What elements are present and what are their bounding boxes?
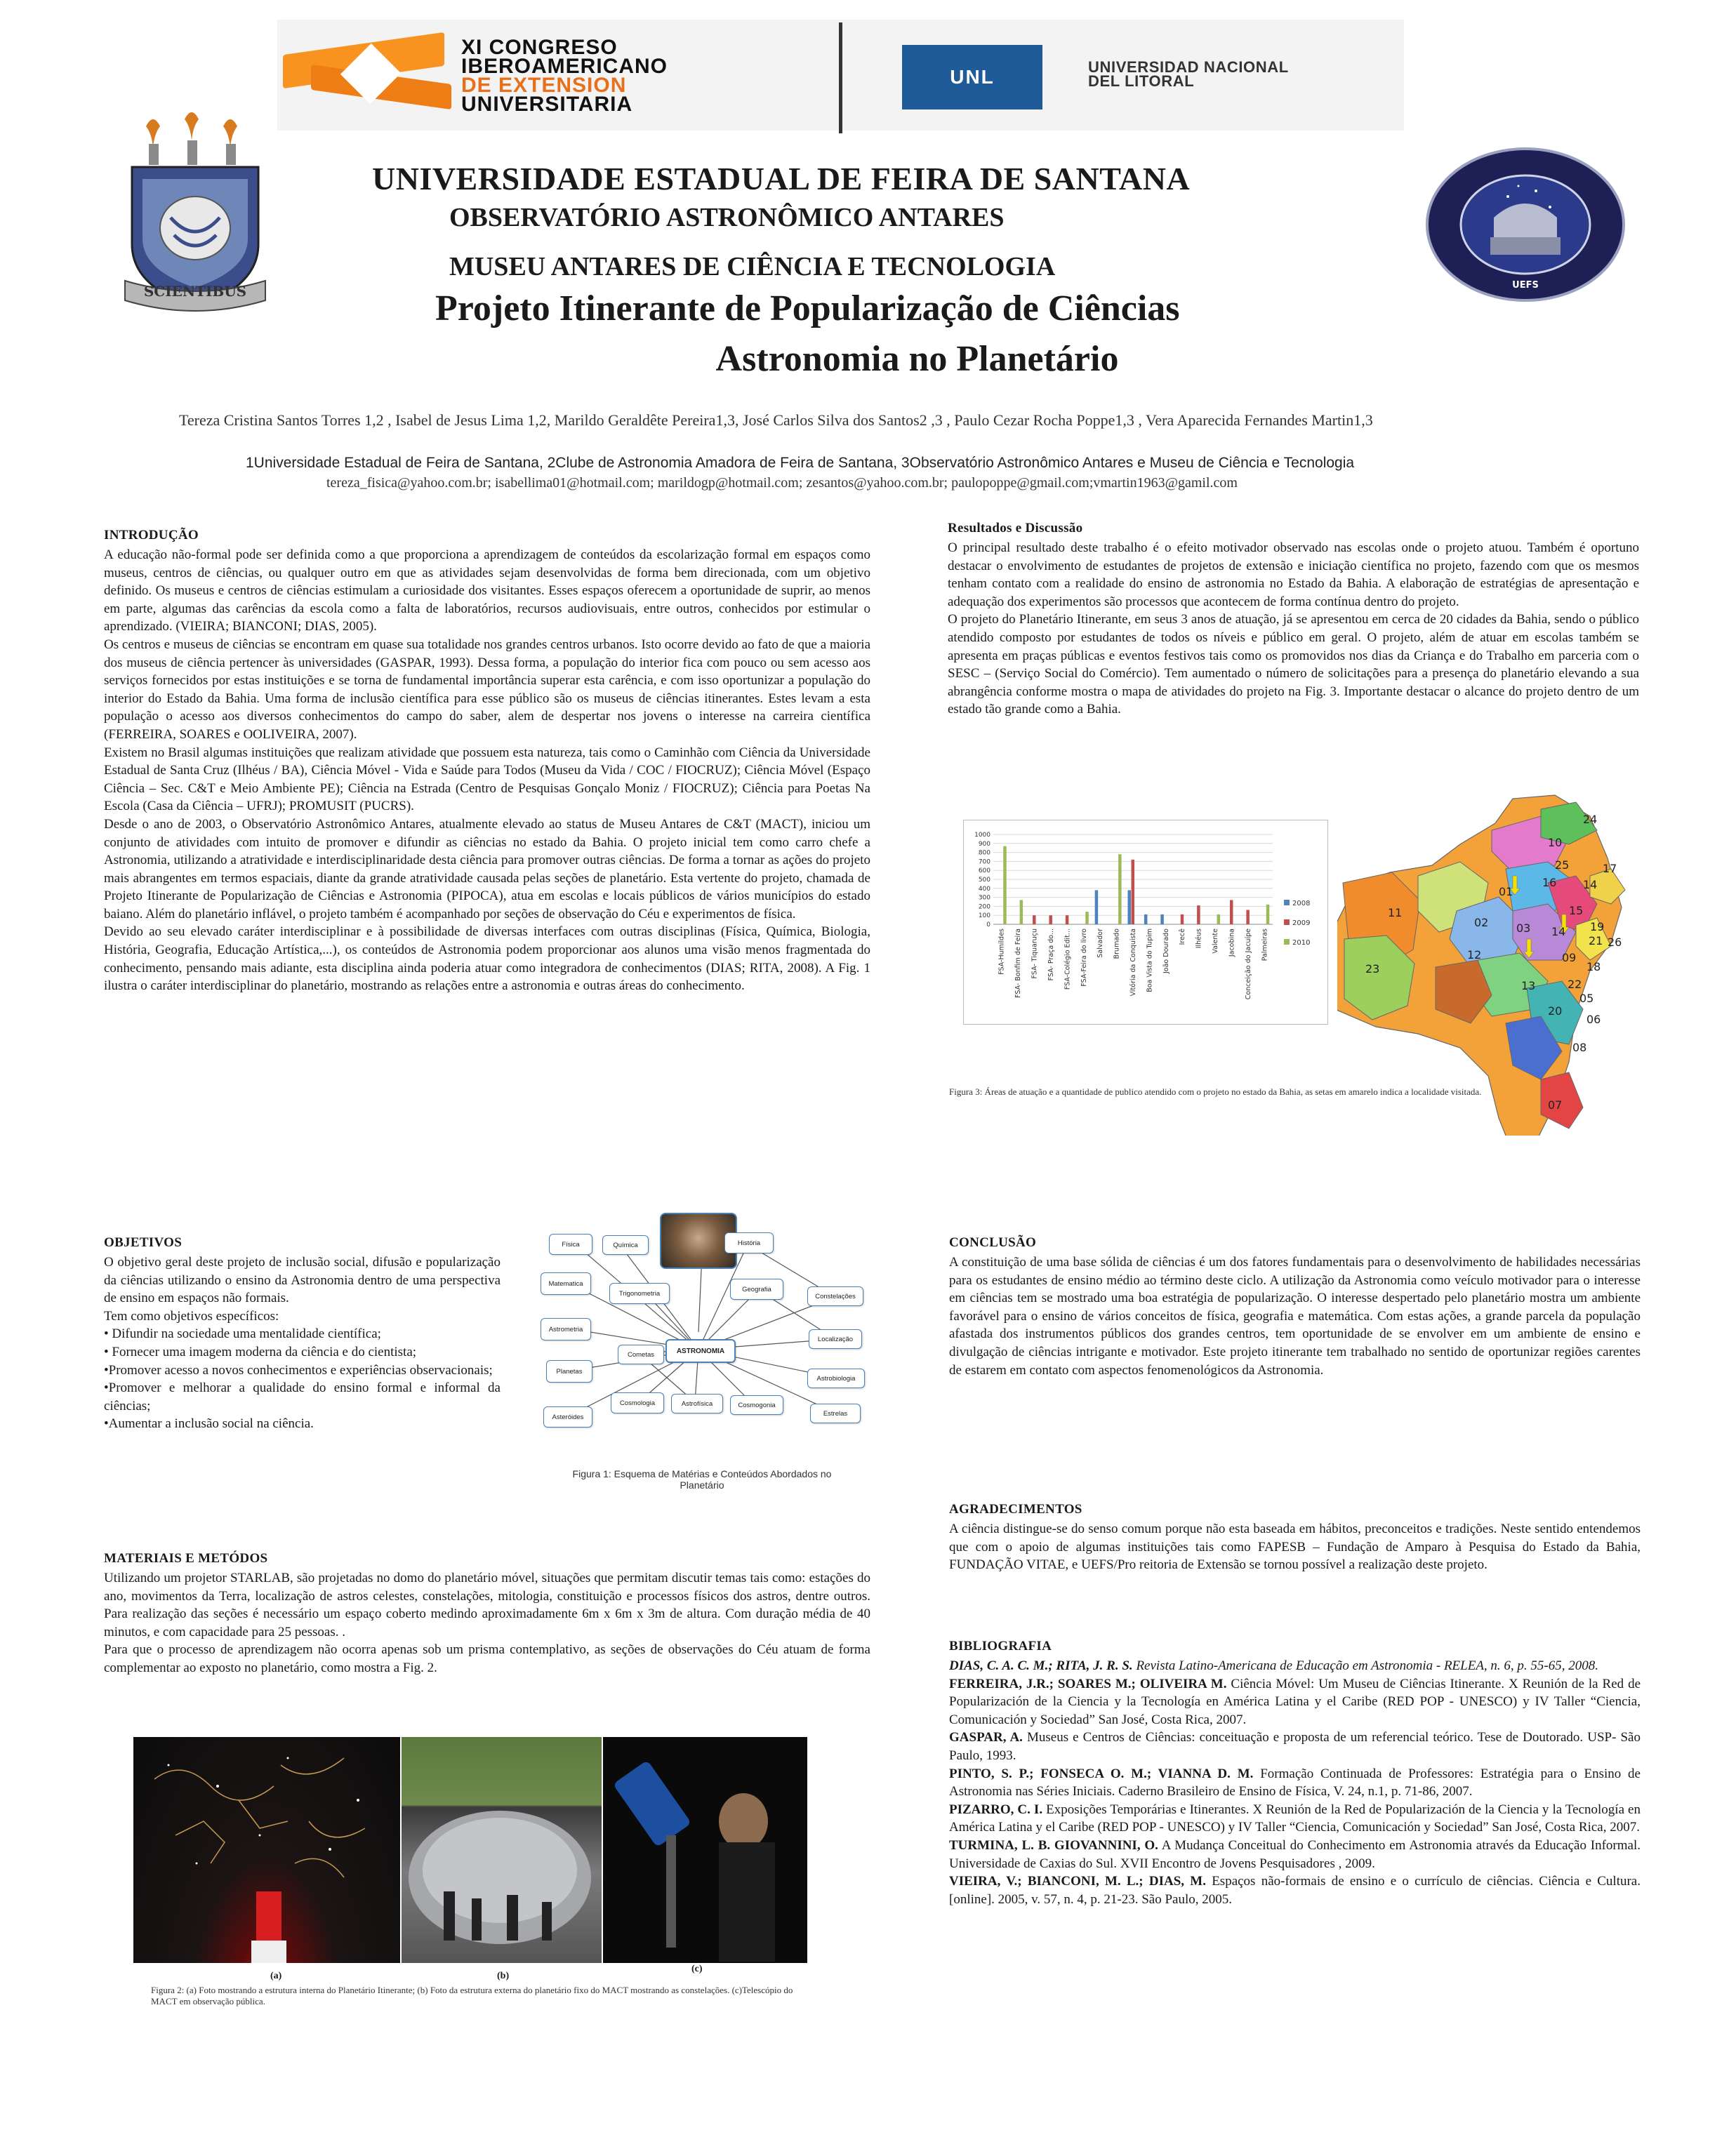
affiliation-list: 1Universidade Estadual de Feira de Santana, 2Clube de Astronomia Amadora de Feira de Santana, 3Observatório Astronômico Antares e Museu de Ciência e Tecnologia: [246, 455, 1355, 471]
bib-authors: PIZARRO, C. I.: [949, 1802, 1043, 1817]
concept-node-cometas: Cometas: [618, 1345, 664, 1364]
intro-paragraph: Desde o ano de 2003, o Observatório Astronômico Antares, atualmente elevado ao status de Museu Antares de C&T (MACT), iniciou um conjunto de atividades com intuito de promover e difundir as ciências no estado da Bahia. O projeto inicial tem como carro chefe a Astronomia, utilizando a atratividade e interdisciplinaridade desta ciência para promover outras ciências. De forma a tornar as ações do projeto mais abrangentes em termos espaciais, diante da grande atratividade causada pelas seções de planetário. Esta vertente do projeto, chamada de Projeto Itinerante de Popularização de Ciências e Astronomia (PIPOCA), atua em escolas e locais públicos de vários municípios do estado baiano. Além do planetário inflável, o projeto também é acompanhado por seções de observação do Céu e experimentos de física.: [104, 816, 870, 921]
map-label: 17: [1603, 862, 1617, 875]
email-list: tereza_fisica@yahoo.com.br; isabellima01@hotmail.com; marildogp@hotmail.com; zesantos@yahoo.com.br; paulopoppe@gmail.com;vmartin1963@gamil.com: [326, 475, 1238, 491]
concept-node-asteroides: Asteróides: [543, 1406, 592, 1428]
objective-item: • Difundir na sociedade uma mentalidade científica;: [104, 1326, 381, 1342]
congress-logo-mark: [283, 39, 458, 113]
concept-node-constelacoes: Constelações: [807, 1286, 863, 1306]
unl-name-line-1: UNIVERSIDAD NACIONAL: [1088, 58, 1289, 76]
chart-x-tick-label: FSA-Colégio Edit...: [1064, 929, 1072, 990]
photo-telescope-observation: [603, 1737, 807, 1963]
bibliography-entry: [949, 1801, 1641, 1837]
congress-banner: [277, 20, 1404, 131]
chart-y-tick-label: 200: [978, 903, 990, 911]
project-subtitle: Astronomia no Planetário: [715, 339, 1119, 379]
figure-3-caption: Figura 3: Áreas de atuação e a quantidade de publico atendido com o projeto no estado da Bahia, as setas em amarelo indica a localidade visitada.: [949, 1086, 1482, 1097]
chart-bar: [1144, 914, 1148, 924]
bahia-map: [1337, 792, 1632, 1136]
chart-y-tick-label: 400: [978, 885, 990, 893]
map-label: 16: [1542, 876, 1557, 889]
introduction-section: [104, 528, 870, 995]
chart-legend-swatch: [1284, 919, 1290, 925]
author-list: Tereza Cristina Santos Torres 1,2 , Isabel de Jesus Lima 1,2, Marildo Geraldête Pereira1,3, José Carlos Silva dos Santos2 ,3 , Paulo Cezar Rocha Poppe1,3 , Vera Aparecida Fernandes Martin1,3: [179, 411, 1373, 429]
materials-title: MATERIAIS E METÓDOS: [104, 1551, 268, 1566]
acknowledgements-section: [949, 1502, 1641, 1574]
chart-y-tick-label: 500: [978, 877, 990, 884]
observatory-title: OBSERVATÓRIO ASTRONÔMICO ANTARES: [449, 203, 1005, 232]
congress-line-4: UNIVERSITARIA: [461, 93, 633, 116]
introduction-title: INTRODUÇÃO: [104, 528, 199, 543]
observatory-seal-logo: [1424, 147, 1627, 302]
map-label: 10: [1548, 836, 1563, 849]
map-label: 02: [1474, 916, 1489, 929]
map-label: 14: [1583, 878, 1598, 891]
map-label: 13: [1521, 979, 1536, 992]
map-label: 25: [1555, 858, 1570, 872]
chart-legend-label: 2010: [1292, 939, 1311, 947]
chart-x-tick-label: Boa Vista do Tupim: [1146, 929, 1154, 992]
materials-paragraph: Para que o processo de aprendizagem não ocorra apenas sob um prisma contemplativo, as seções de observações do Céu atuam de forma complementar ao exposto no planetário, como mostra a Fig. 2.: [104, 1642, 870, 1675]
chart-bar: [1118, 854, 1122, 924]
map-label: 14: [1551, 925, 1566, 938]
chart-bar: [1003, 846, 1007, 924]
bibliography-entry: [949, 1765, 1641, 1801]
objective-item: • Fornecer uma imagem moderna da ciência e do cientista;: [104, 1344, 417, 1359]
results-paragraph: O projeto do Planetário Itinerante, em seus 3 anos de atuação, já se apresentou em cerca de 20 cidades da Bahia, sendo o público atendido composto por estudantes de todos os níveis e público em geral. O projeto, além de atuar em escolas também se apresenta em praças públicas e eventos festivos tais como os promovidos nos dias da Criança e do Trabalho em parceria com o SESC – (Serviço Social do Comércio). Tem aumentado o número de solicitações para a presença do planetário elevando a sua abrangência conforme mostra o mapa de atividades do projeto na Fig. 3. Importante destacar o alcance do projeto dentro de um estado tão grande como a Bahia.: [948, 612, 1639, 717]
conclusion-title: CONCLUSÃO: [949, 1235, 1037, 1250]
chart-y-tick-label: 1000: [974, 832, 990, 839]
chart-bar: [1066, 915, 1069, 924]
objective-item: •Promover acesso a novos conhecimentos e experiências observacionais;: [104, 1362, 493, 1378]
concept-node-astronomia: ASTRONOMIA: [665, 1339, 736, 1363]
objective-item: •Promover e melhorar a qualidade do ensino formal e informal da ciências;: [104, 1380, 501, 1413]
conclusion-text: A constituição de uma base sólida de ciências é um dos fatores fundamentais para o desenvolvimento de habilidades necessárias para os estudantes de ensino médio ao término deste ciclo. A utilização da Astronomia como veículo motivador para o interesse em ciências tem se mostrado uma boa estratégia de popularização. O interesse despertado pelo planetário mostra um ambiente favorável para o ensino de vários conceitos de física, geografia e matemática. Com estas ações, a grande parcela da população afastada dos instrumentos públicos dos grandes centros, tem oportunidade de se envolver em um ambiente de ensino e divulgação de ciências intrigante e motivador. Este projeto itinerante tem trabalhado no sentido de oportunizar regiões carentes de estarem em contato com aspectos fenomenológicos da Astronomia.: [949, 1255, 1641, 1378]
chart-x-tick-label: Jacobina: [1228, 929, 1236, 957]
bib-authors: GASPAR, A.: [949, 1730, 1023, 1745]
map-label: 06: [1586, 1013, 1601, 1026]
chart-x-tick-label: Conceição do Jacuípe: [1244, 929, 1252, 1000]
chart-x-tick-label: Irecê: [1179, 929, 1187, 945]
photo-planetarium-exterior: [402, 1737, 602, 1963]
chart-bar: [1246, 910, 1250, 924]
concept-node-localizacao: Localização: [809, 1329, 862, 1349]
chart-x-tick-label: FSA- Bonfim de Feira: [1014, 929, 1023, 998]
intro-paragraph: Devido ao seu elevado caráter interdisciplinar e à possibilidade de diversas interfaces com outras disciplinas (Física, Química, Biologia, História, Geografia, Educação Artística,...), os conteúdos de Astronomia podem proporcionar aos alunos uma visão menos fragmentada do conhecimento, pensando mais adiante, esta disciplina ainda poderia atuar como integradora de conhecimentos (DIAS; RITA, 2008). A Fig. 1 ilustra o caráter interdisciplinar do planetário, mostrando as relações entre a astronomia e outras áreas do conhecimento.: [104, 924, 870, 994]
chart-legend-label: 2009: [1292, 919, 1311, 927]
chart-bar: [1160, 914, 1164, 924]
banner-divider: [839, 22, 842, 133]
bib-authors: TURMINA, L. B. GIOVANNINI, O.: [949, 1837, 1158, 1853]
bib-text: Ciência Móvel: Um Museu de Ciências Itinerante. X Reunión de la Red de Popularización de la Ciencia y la Tecnología en América Latina y el Caribe (RED POP - UNESCO) y IV Taller “Ciencia, Comunicación y Sociedad” San José, Costa Rica, 2007.: [949, 1676, 1641, 1727]
map-label: 09: [1562, 951, 1577, 964]
bibliography-title: BIBLIOGRAFIA: [949, 1639, 1052, 1653]
bibliography-entry: [949, 1872, 1641, 1908]
congress-name: [461, 38, 668, 114]
concept-node-cosmologia: Cosmologia: [611, 1392, 664, 1413]
map-label: 21: [1589, 934, 1603, 947]
map-label: 05: [1579, 992, 1594, 1005]
figure-2-photos: [133, 1737, 807, 1963]
conclusion-section: [949, 1235, 1641, 1379]
chart-x-tick-label: João Dourado: [1162, 929, 1170, 973]
chart-bar: [1181, 914, 1184, 924]
chart-y-tick-label: 700: [978, 858, 990, 866]
bib-authors: VIEIRA, V.; BIANCONI, M. L.; DIAS, M.: [949, 1874, 1206, 1889]
bib-text: Revista Latino-Americana de Educação em Astronomia - RELEA, n. 6, p. 55-65, 2008.: [1132, 1658, 1599, 1673]
concept-node-matematica: Matematica: [541, 1272, 591, 1295]
bib-text: Espaços não-formais de ensino e o currículo de ciências. Ciência e Cultura. [online]. 2005, v. 57, n. 4, p. 21-23. São Paulo, 2005.: [949, 1874, 1641, 1907]
materials-paragraph: Utilizando um projetor STARLAB, são projetadas no domo do planetário móvel, situações que permitam discutir temas tais como: estações do ano, movimentos da Terra, localização de astros celestes, constelações, mitologia, constituição e processos físicos dos astros, dentre outros. Para realização das seções é necessário um espaço coberto medindo aproximadamente 6m x 6m x 3m de altura. Com duração média de 40 minutos, e com capacidade para 25 pessoas. .: [104, 1571, 870, 1639]
congress-line-2: IBEROAMERICANO: [461, 55, 668, 78]
chart-bar: [1095, 890, 1099, 924]
seal-bottom-text: UEFS: [1512, 280, 1539, 291]
objectives-section: [104, 1235, 501, 1433]
results-paragraph: O principal resultado deste trabalho é o efeito motivador observado nas escolas onde o projeto atuou. Também é oportuno destacar o envolvimento de estudantes de projetos de extensão e iniciação científica no projeto, fazendo com que os mesmos tenham contato com a realidade do ensino de astronomia no Estado da Bahia. A elaboração de estratégias de apresentação e adequação dos experimentos são processos que acontecem de forma contínua dentro do projeto.: [948, 540, 1639, 609]
museum-title: MUSEU ANTARES DE CIÊNCIA E TECNOLOGIA: [449, 252, 1056, 281]
chart-y-tick-label: 100: [978, 912, 990, 920]
objectives-intro: O objetivo geral deste projeto de inclusão social, difusão e popularização da ciências utilizando o ensino da Astronomia dentro de uma perspectiva de ensino em espaços não formais.: [104, 1255, 501, 1306]
unl-name-line-2: DEL LITORAL: [1088, 72, 1195, 90]
map-label: 07: [1548, 1098, 1563, 1112]
congress-line-1: XI CONGRESO: [461, 36, 618, 59]
chart-legend-swatch: [1284, 939, 1290, 945]
map-label: 20: [1548, 1004, 1563, 1018]
bar-chart-plot: [964, 820, 1329, 1025]
unl-badge: UNL: [902, 45, 1042, 109]
objectives-title: OBJETIVOS: [104, 1235, 183, 1250]
congress-line-3: DE EXTENSION: [461, 74, 627, 97]
intro-paragraph: A educação não-formal pode ser definida como a que proporciona a aprendizagem de conteúdos da escolarização formal em espaços como museus, centros de ciências, ou qualquer outro em que as atividades sejam desenvolvidas de forma bem direcionada, com um objetivo definido. Os museus e centros de ciências estimulam a curiosidade dos visitantes. Esses espaços oferecem a oportunidade de suprir, ao menos em parte, algumas das carências da escola como a falta de laboratórios, recursos audiovisuais, entre outros, conhecidos por estimular o aprendizado. (VIEIRA; BIANCONI; DIAS, 2005).: [104, 547, 870, 634]
bibliography-section: [949, 1639, 1641, 1908]
chart-bar: [1217, 914, 1221, 924]
chart-x-tick-label: Brumado: [1113, 929, 1121, 959]
map-label: 19: [1590, 920, 1605, 933]
intro-paragraph: Os centros e museus de ciências se encontram em quase sua totalidade nos grandes centros urbanos. Isto ocorre devido ao fato de que a maioria dos museus de ciência pertencer às universidades (GASPAR, 1993). Dessa forma, a população do interior fica com pouco ou sem acesso aos serviços fornecidos por estas instituições e se torna de fundamental importância superar esta carência, e com isso oportunizar a população do interior do Estado da Bahia. Uma forma de inclusão científica para esse público são os museus de ciências itinerantes. Estes levam a esta população o acesso aos diversos conhecimentos do campo do saber, alem de despertar nos jovens o interesse na carreira científica (FERREIRA, SOARES e OOLIVEIRA, 2007).: [104, 637, 870, 742]
chart-legend-swatch: [1284, 900, 1290, 905]
chart-x-tick-label: Palmeiras: [1261, 929, 1269, 961]
chart-bar: [1033, 915, 1036, 924]
concept-node-astrometria: Astrometria: [541, 1318, 591, 1340]
map-label: 24: [1583, 813, 1598, 826]
map-label: 18: [1586, 960, 1601, 973]
chart-bar: [1128, 890, 1132, 924]
bibliography-entry: [949, 1837, 1641, 1872]
bib-text: Formação Continuada de Professores: Estratégia para o Ensino de Astronomia nas Séries Iniciais. Caderno Brasileiro de Ensino de Física, V. 24, n.1, p. 71-86, 2007.: [949, 1766, 1641, 1799]
map-label: 26: [1608, 936, 1622, 949]
chart-y-tick-label: 600: [978, 867, 990, 875]
chart-y-tick-label: 0: [986, 921, 990, 929]
chart-y-tick-label: 900: [978, 840, 990, 848]
unl-name: [1088, 60, 1289, 88]
bib-authors: FERREIRA, J.R.; SOARES M.; OLIVEIRA M.: [949, 1676, 1227, 1691]
figure-1-caption: Figura 1: Esquema de Matérias e Conteúdos Abordados no Planetário: [572, 1468, 832, 1491]
concept-node-estrelas: Estrelas: [810, 1404, 861, 1423]
objectives-specific-label: Tem como objetivos específicos:: [104, 1308, 279, 1324]
figure-1-concept-map: [519, 1213, 877, 1451]
chart-x-tick-label: Ilhéus: [1195, 929, 1203, 949]
concept-node-planetas: Planetas: [546, 1360, 592, 1383]
acknowledgements-text: A ciência distingue-se do senso comum porque não esta baseada em hábitos, preconceitos e tradições. Neste sentido entendemos que com o apoio de algumas instituições tais como FAPESB – Fundação de Amparo à Pesquisa do Estado da Bahia, FUNDAÇÃO VITAE, e UEFS/Pro reitoria de Extensão se tornou possível a realização deste projeto.: [949, 1522, 1641, 1573]
chart-bar: [1197, 905, 1200, 924]
attendance-bar-chart: [963, 820, 1328, 1025]
concept-node-cosmogonia: Cosmogonia: [730, 1395, 783, 1415]
map-label: 08: [1572, 1041, 1587, 1054]
figure-2-label-a: (a): [270, 1971, 282, 1981]
concept-node-fisica: Física: [549, 1234, 592, 1255]
chart-x-tick-label: FSA-Feira do livro: [1080, 929, 1088, 987]
figure-2-caption: Figura 2: (a) Foto mostrando a estrutura interna do Planetário Itinerante; (b) Foto da estrutura externa do planetário fixo do MACT mostrando as constelações. (c)Telescópio do MACT em observação pública.: [151, 1985, 793, 2007]
bib-authors: DIAS, C. A. C. M.; RITA, J. R. S.: [949, 1658, 1133, 1673]
chart-x-tick-label: Vitória da Conquista: [1129, 929, 1137, 997]
chart-x-tick-label: FSA- Praça do...: [1047, 929, 1055, 981]
map-label: 12: [1467, 948, 1482, 961]
bibliography-entry: [949, 1729, 1641, 1764]
chart-bar: [1230, 900, 1233, 924]
map-label: 22: [1568, 978, 1582, 991]
chart-x-tick-label: Valente: [1212, 929, 1220, 954]
project-title: Projeto Itinerante de Popularização de Ciências: [435, 288, 1180, 328]
concept-node-astrobiologia: Astrobiologia: [807, 1369, 865, 1388]
bib-authors: PINTO, S. P.; FONSECA O. M.; VIANNA D. M.: [949, 1766, 1254, 1781]
chart-y-tick-label: 800: [978, 849, 990, 857]
bib-text: Museus e Centros de Ciências: conceituação e proposta de um referencial teórico. Tese de Doutorado. USP- São Paulo, 1993.: [949, 1730, 1641, 1763]
bibliography-entry: [949, 1657, 1641, 1675]
chart-x-tick-label: FSA- Tiquaruçu: [1031, 929, 1039, 979]
materials-section: [104, 1551, 870, 1677]
chart-bar: [1020, 900, 1023, 924]
acknowledgements-title: AGRADECIMENTOS: [949, 1502, 1082, 1517]
chart-y-tick-label: 300: [978, 894, 990, 902]
chart-bar: [1266, 905, 1270, 924]
map-label: 03: [1516, 921, 1531, 935]
map-label: 01: [1499, 885, 1513, 898]
uefs-crest-logo: [118, 112, 272, 317]
map-label: 15: [1569, 904, 1584, 917]
objective-item: •Aumentar a inclusão social na ciência.: [104, 1416, 314, 1432]
concept-node-historia: História: [724, 1232, 774, 1253]
figure-2-label-c: (c): [691, 1964, 703, 1974]
concept-node-astrofisica: Astrofísica: [671, 1394, 723, 1413]
bib-text: A Mudança Conceitual do Conhecimento em Astronomia através da Educação Informal. Universidade de Caxias do Sul. XVII Encontro de Jovens Pesquisadores , 2009.: [949, 1837, 1641, 1871]
chart-x-tick-label: Salvador: [1096, 929, 1105, 958]
bibliography-entry: [949, 1675, 1641, 1729]
map-label: 23: [1365, 962, 1380, 976]
concept-node-quimica: Química: [602, 1235, 649, 1255]
chart-x-tick-label: FSA-Humildes: [998, 929, 1006, 975]
university-title: UNIVERSIDADE ESTADUAL DE FEIRA DE SANTANA: [372, 161, 1191, 197]
results-title: Resultados e Discussão: [948, 521, 1083, 535]
chart-bar: [1085, 912, 1089, 924]
chart-legend-label: 2008: [1292, 900, 1311, 907]
chart-bar: [1132, 860, 1135, 924]
bib-text: Exposições Temporárias e Itinerantes. X Reunión de la Red de Popularización de la Ciencia y la Tecnología en América Latina y el Caribe (RED POP - UNESCO) y IV Taller “Ciencia, Comunicación y Sociedad” San José, Costa Rica, 2007.: [949, 1802, 1641, 1835]
crest-motto: SCIENTIBUS: [143, 283, 247, 300]
map-label: 11: [1388, 906, 1403, 919]
photo-planetarium-interior: [133, 1737, 400, 1963]
results-section: [948, 521, 1639, 719]
chart-bar: [1049, 915, 1052, 924]
concept-node-geografia: Geografia: [730, 1279, 783, 1300]
figure-2-label-b: (b): [497, 1971, 510, 1981]
intro-paragraph: Existem no Brasil algumas instituições que realizam atividade que possuem esta natureza, tais como o Caminhão com Ciência da Universidade Estadual de Santa Cruz (Ilhéus / BA), Ciência Móvel - Vida e Saúde para Todos (Museu da Vida / COC / FIOCRUZ); Ciência Móvel (Espaço Ciência – Sec. C&T e Meio Ambiente PE); Ciência na Estrada (Centro de Pesquisas Gonçalo Moniz / FIOCRUZ); Ciência para Poetas Na Escola (Casa da Ciência – UFRJ); PROMUSIT (PUCRS).: [104, 745, 870, 814]
concept-node-trigonometria: Trigonometria: [609, 1283, 670, 1304]
